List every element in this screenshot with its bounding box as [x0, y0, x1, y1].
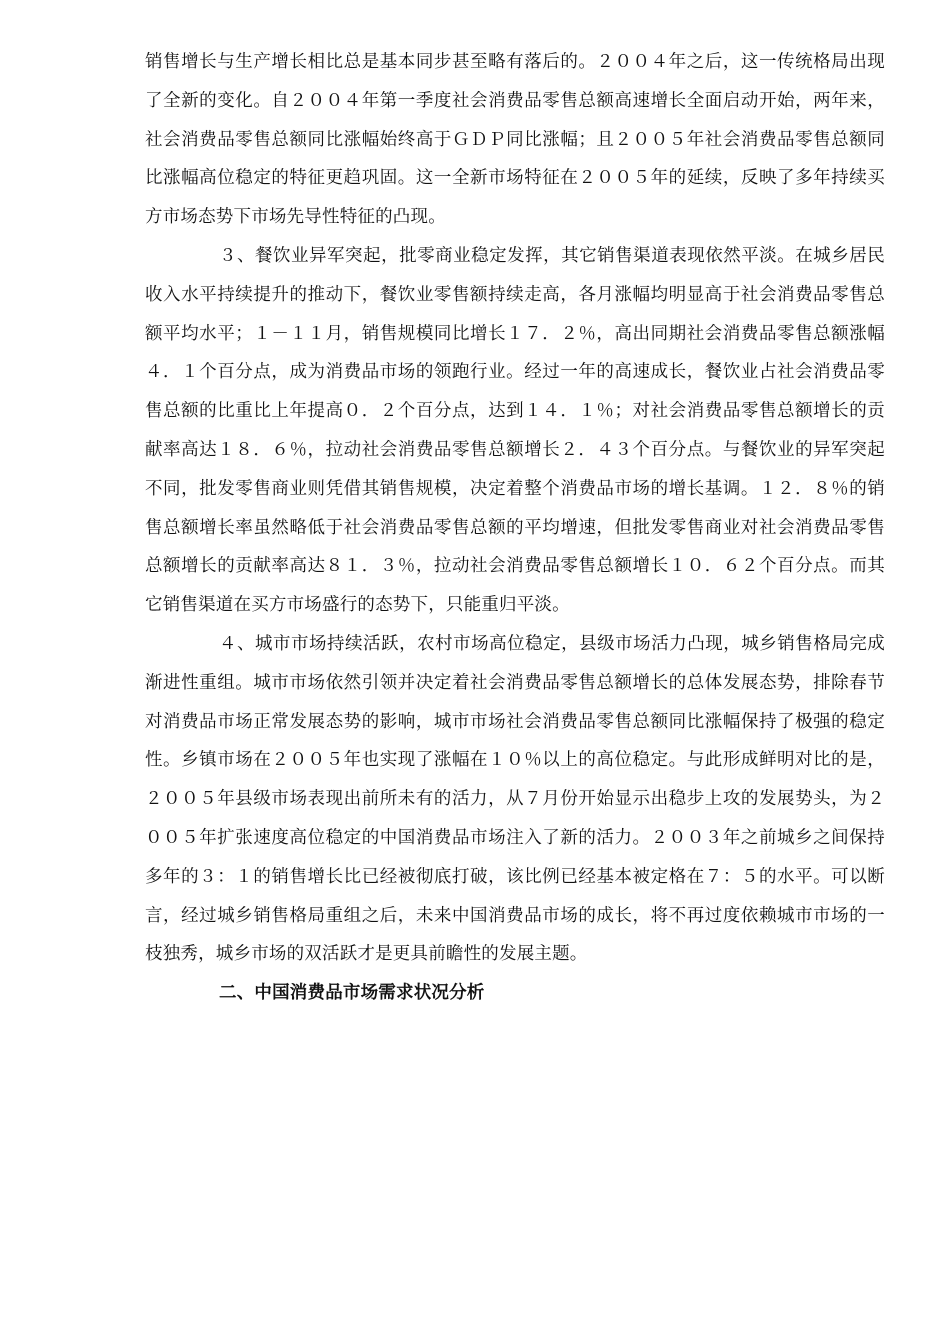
paragraph-catering-sales: ３、餐饮业异军突起，批零商业稳定发挥，其它销售渠道表现依然平淡。在城乡居民收入水平持续提升的推动下，餐饮业零售额持续走高，各月涨幅均明显高于社会消费品零售总额平均水平；１－１１月，销售规模同比增长１７．２％，高出同期社会消费品零售总额涨幅４．１个百分点，成为消费品市场的领跑行业。经过一年的高速成长，餐饮业占社会消费品零售总额的比重比上年提高０．２个百分点，达到１４．１％；对社会消费品零售总额增长的贡献率高达１８．６％，拉动社会消费品零售总额增长２．４３个百分点。与餐饮业的异军突起不同，批发零售商业则凭借其销售规模，决定着整个消费品市场的增长基调。１２．８％的销售总额增长率虽然略低于社会消费品零售总额的平均增速，但批发零售商业对社会消费品零售总额增长的贡献率高达８１．３％，拉动社会消费品零售总额增长１０．６２个百分点。而其它销售渠道在买方市场盛行的态势下，只能重归平淡。 — [145, 245, 885, 616]
paragraph-urban-rural-market: ４、城市市场持续活跃，农村市场高位稳定，县级市场活力凸现，城乡销售格局完成渐进性重组。城市市场依然引领并决定着社会消费品零售总额增长的总体发展态势，排除春节对消费品市场正常发展态势的影响，城市市场社会消费品零售总额同比涨幅保持了极强的稳定性。乡镇市场在２００５年也实现了涨幅在１０％以上的高位稳定。与此形成鲜明对比的是，２００５年县级市场表现出前所未有的活力，从７月份开始显示出稳步上攻的发展势头，为２００５年扩张速度高位稳定的中国消费品市场注入了新的活力。２００３年之前城乡之间保持多年的３：１的销售增长比已经被彻底打破，该比例已经基本被定格在７：５的水平。可以断言，经过城乡销售格局重组之后，未来中国消费品市场的成长，将不再过度依赖城市市场的一枝独秀，城乡市场的双活跃才是更具前瞻性的发展主题。 — [145, 633, 885, 965]
document-page — [145, 43, 885, 1013]
paragraph-continuation: 销售增长与生产增长相比总是基本同步甚至略有落后的。２００４年之后，这一传统格局出现了全新的变化。自２００４年第一季度社会消费品零售总额高速增长全面启动开始，两年来，社会消费品零售总额同比涨幅始终高于ＧＤＰ同比涨幅；且２００５年社会消费品零售总额同比涨幅高位稳定的特征更趋巩固。这一全新市场特征在２００５年的延续，反映了多年持续买方市场态势下市场先导性特征的凸现。 — [145, 52, 885, 228]
section-heading: 二、中国消费品市场需求状况分析 — [219, 983, 485, 1004]
